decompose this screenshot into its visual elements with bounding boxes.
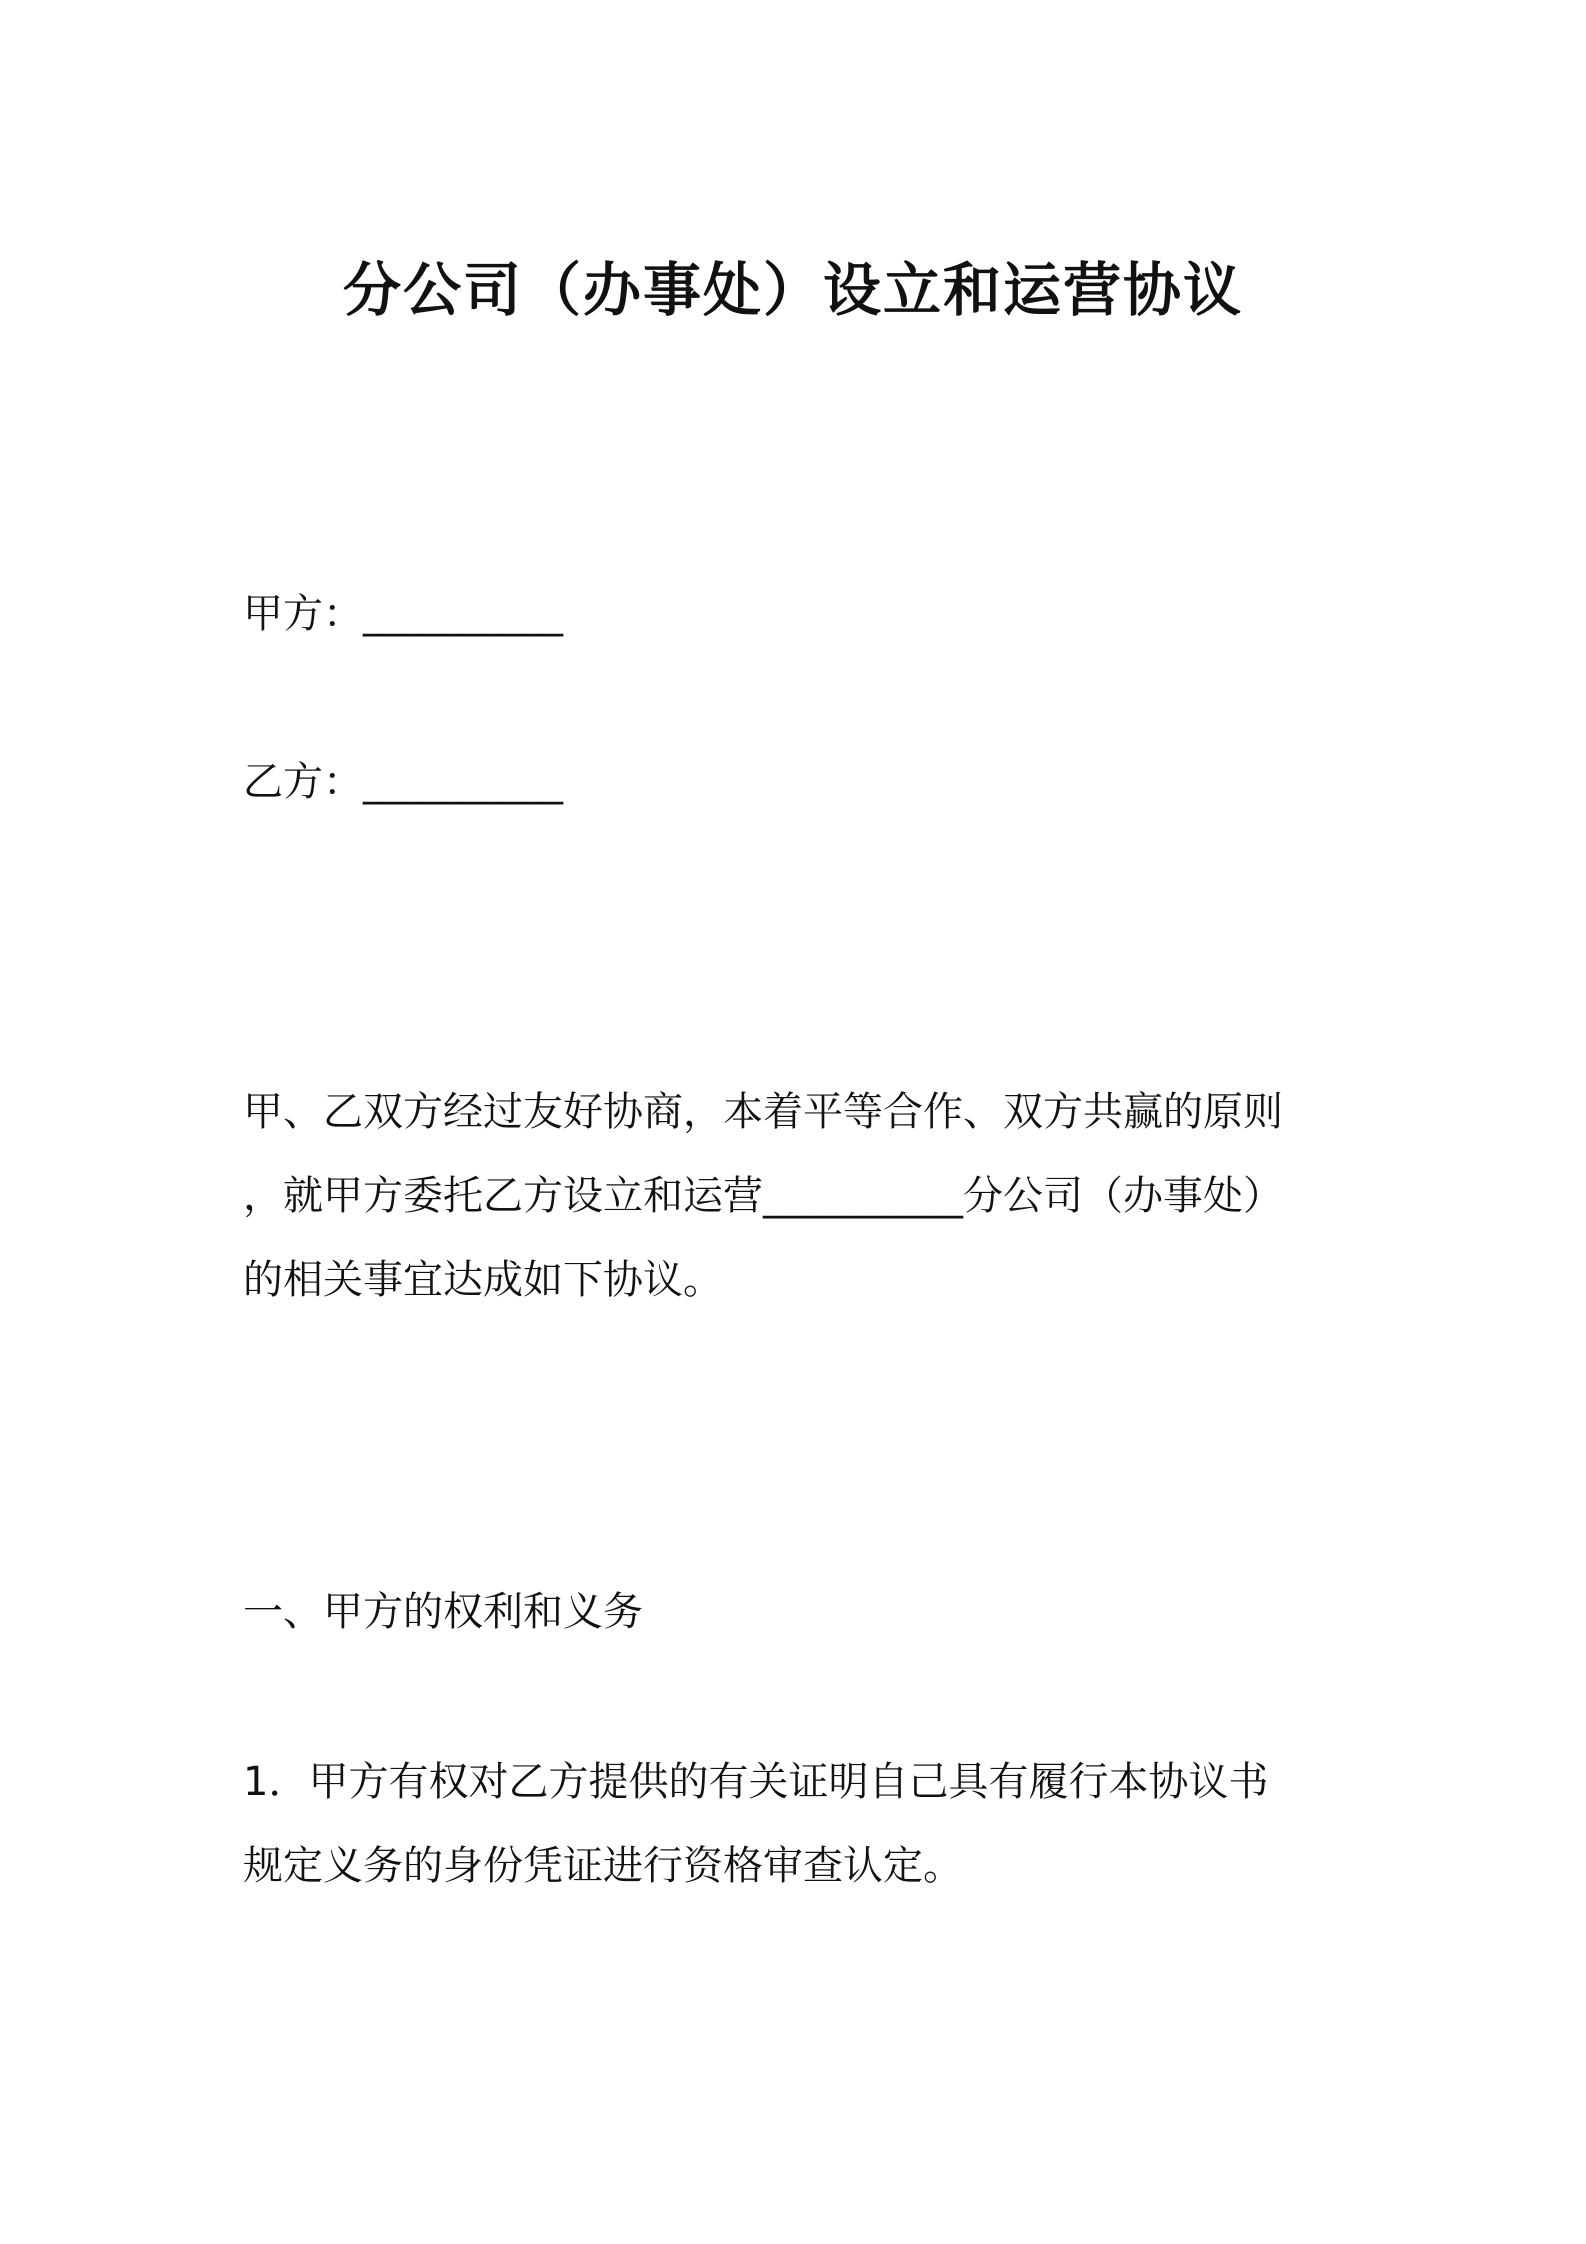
- intro-line: ，就甲方委托乙方设立和运营__________分公司（办事处）: [243, 1173, 1283, 1219]
- party-a-line: 甲方：__________: [243, 591, 563, 637]
- document-title: 分公司（办事处）设立和运营协议: [342, 256, 1243, 324]
- clause-line: 1．甲方有权对乙方提供的有关证明自己具有履行本协议书: [243, 1759, 1269, 1805]
- intro-paragraph: [243, 1070, 1283, 1322]
- clause-line: 规定义务的身份凭证进行资格审查认定。: [243, 1843, 963, 1889]
- intro-line: 的相关事宜达成如下协议。: [243, 1257, 723, 1303]
- party-b-line: 乙方：__________: [243, 759, 563, 805]
- intro-line: 甲、乙双方经过友好协商，本着平等合作、双方共赢的原则: [243, 1089, 1283, 1135]
- section-heading: 一、甲方的权利和义务: [243, 1589, 643, 1635]
- clause-paragraph: [243, 1740, 1268, 1908]
